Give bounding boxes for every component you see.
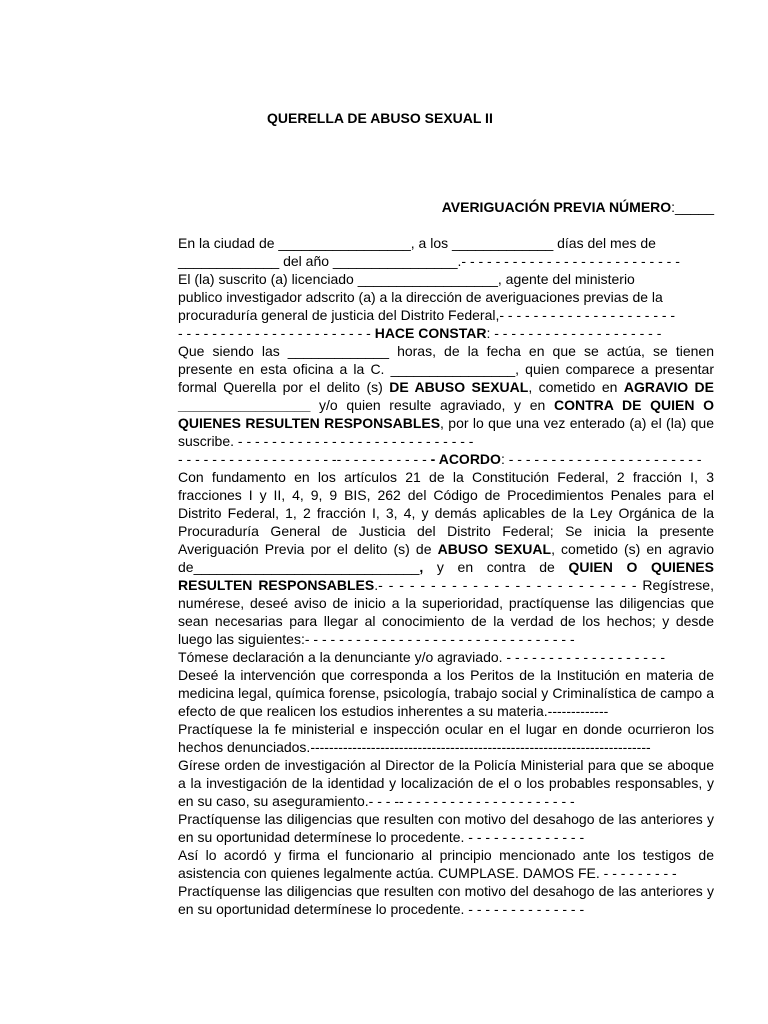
hace-constar-heading: HACE CONSTAR bbox=[374, 325, 487, 341]
document-title: QUERELLA DE ABUSO SEXUAL II bbox=[267, 110, 493, 126]
acordo-line bbox=[178, 450, 714, 468]
contra-bold: CONTRA DE QUIEN O QUIENES RESULTEN RESPONSABLES bbox=[178, 397, 714, 431]
comma-bold: , bbox=[419, 559, 424, 575]
dash-filler: - - - - - - - - - - - - - - - - - - - - - - - bbox=[178, 325, 375, 341]
averiguacion-previa-heading bbox=[178, 199, 714, 215]
paragraph-declaracion bbox=[178, 648, 714, 666]
text-run: , cometido en bbox=[528, 379, 624, 395]
quien-bold: QUIEN O QUIENES RESULTEN RESPONSABLES bbox=[178, 559, 714, 593]
text-line: _____________ del año ________________.- - - - - - - - - - - - - - - - - - - - - - - - - - bbox=[178, 253, 680, 269]
text-run: , cometido (s) en agravio de_____________________________ bbox=[178, 541, 714, 575]
paragraph-suscrito-3 bbox=[178, 306, 714, 324]
text-run: , por lo que una vez enterado (a) el (la) que suscribe. - - - - - - - - - - - - - - - - - - - - - - - - - - - - bbox=[178, 415, 714, 449]
paragraph-fe-ministerial bbox=[178, 720, 714, 756]
text-line: procuraduría general de justicia del Distrito Federal,- - - - - - - - - - - - - - - - - - - - - bbox=[178, 307, 676, 323]
text-run: y/o quien resulte agraviado, y en bbox=[310, 397, 554, 413]
paragraph-suscrito-2 bbox=[178, 288, 714, 306]
paragraph-city-date-cont bbox=[178, 252, 714, 270]
text-run: Con fundamento en los artículos 21 de la Constitución Federal, 2 fracción I, 3 fracciones I y II, 4, 9, 9 BIS, 262 del Código de Procedimientos Penales para el Distrito Federal, 1, 2 fracción I, 3, 4, y demás aplicables de la Ley Orgánica de la Procuraduría General de Justicia del Distrito Federal; Se inicia la presente Averiguación Previa por el delito (s) de bbox=[178, 469, 714, 557]
text-run: Practíquense las diligencias que resulten con motivo del desahogo de las anteriores y en su oportunidad determínese lo procedente. - - - - - - - - - - - - - - bbox=[178, 811, 714, 845]
paragraph-diligencias-2 bbox=[178, 882, 714, 918]
text-run: Tómese declaración a la denunciante y/o agraviado. - - - - - - - - - - - - - - - - - - - bbox=[178, 649, 666, 665]
text-run: Gírese orden de investigación al Director de la Policía Ministerial para que se aboque a la investigación de la identidad y localización de el o los probables responsables, y en su caso, su aseguramiento.- - - -- - - - - - - - - - - - - - - - - - - - - bbox=[178, 757, 714, 809]
text-line: El (la) suscrito (a) licenciado __________________, agente del ministerio bbox=[178, 271, 635, 287]
delito-bold: DE ABUSO SEXUAL bbox=[389, 379, 529, 395]
averiguacion-label: AVERIGUACIÓN PREVIA NÚMERO bbox=[441, 199, 672, 215]
dash-filler: - - - - - - - - - - - - - - - - - - -- - - - - - - - - - - bbox=[178, 451, 431, 467]
hace-constar-line bbox=[178, 324, 714, 342]
acordo-heading: - ACORDO bbox=[430, 451, 501, 467]
paragraph-city-date bbox=[178, 234, 714, 252]
paragraph-suscrito bbox=[178, 270, 714, 288]
paragraph-diligencias bbox=[178, 810, 714, 846]
text-run: Deseé la intervención que corresponda a los Peritos de la Institución en materia de medicina legal, química forense, psicología, trabajo social y Criminalística de campo a efecto de que realicen los estudios inherentes a su materia.------------- bbox=[178, 667, 714, 719]
paragraph-orden-investigacion bbox=[178, 756, 714, 810]
text-run: Que siendo las _____________ horas, de la fecha en que se actúa, se tienen presente en esta oficina a la C. ________________, quien comparece a presentar formal Querella por el delito (s) bbox=[178, 343, 714, 395]
paragraph-acordo-firma bbox=[178, 846, 714, 882]
paragraph-peritos bbox=[178, 666, 714, 720]
text-run: Practíquese la fe ministerial e inspección ocular en el lugar en donde ocurrieron los hechos denunciados.------------------------------------------------------------------------- bbox=[178, 721, 714, 755]
dash-filler: : - - - - - - - - - - - - - - - - - - - - bbox=[486, 325, 662, 341]
paragraph-querella bbox=[178, 342, 714, 450]
document-body bbox=[178, 234, 714, 918]
text-run: .- - - - - - - - - - - - - - - - - - - - - - - - - Regístrese, numérese, deseé aviso de inicio a la superioridad, practíquense las diligencias que sean necesarias para llegar al conocimiento de la verdad de los hechos; y desde luego las siguientes:- - - - - - - - - - - - - - - - - - - - - - - - - - - - - - - - bbox=[178, 577, 714, 647]
text-run: Practíquense las diligencias que resulten con motivo del desahogo de las anteriores y en su oportunidad determínese lo procedente. - - - - - - - - - - - - - - bbox=[178, 883, 714, 917]
averiguacion-number-blank: :_____ bbox=[671, 199, 714, 215]
text-run: Así lo acordó y firma el funcionario al principio mencionado ante los testigos de asistencia con quienes legalmente actúa. CUMPLASE. DAMOS FE. - - - - - - - - - bbox=[178, 847, 714, 881]
dash-filler: : - - - - - - - - - - - - - - - - - - - - - - - bbox=[500, 451, 702, 467]
text-run: y en contra de bbox=[423, 559, 569, 575]
paragraph-fundamento bbox=[178, 468, 714, 648]
text-line: En la ciudad de _________________, a los _____________ días del mes de bbox=[178, 235, 656, 251]
abuso-sexual-bold: ABUSO SEXUAL bbox=[437, 541, 552, 557]
agravio-bold: AGRAVIO DE _________________ bbox=[178, 379, 715, 413]
text-line: publico investigador adscrito (a) a la dirección de averiguaciones previas de la bbox=[178, 289, 663, 305]
